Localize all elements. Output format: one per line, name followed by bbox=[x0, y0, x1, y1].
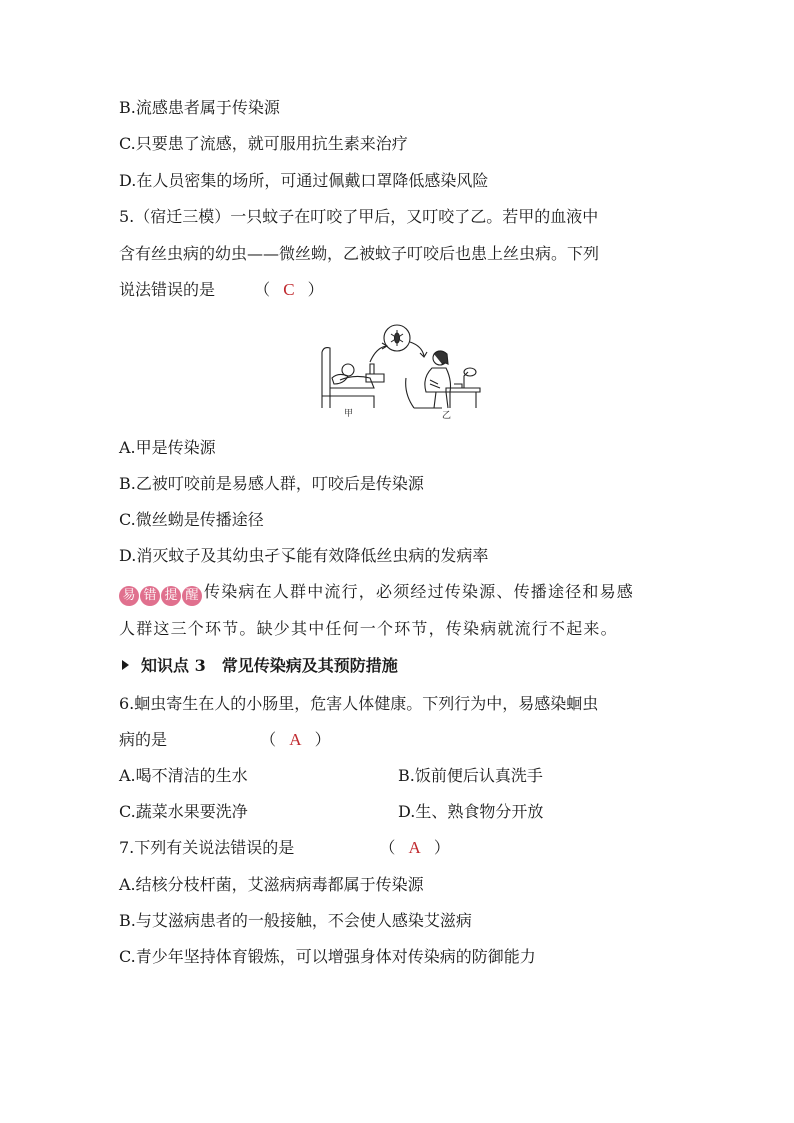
q7-option-b: B.与艾滋病患者的一般接触，不会使人感染艾滋病 bbox=[119, 911, 472, 930]
q5-paren-open: （ bbox=[254, 280, 271, 299]
q6-paren-close: ） bbox=[314, 730, 331, 749]
error-tip-text-2: 人群这三个环节。缺少其中任何一个环节，传染病就流行不起来。 bbox=[119, 619, 618, 638]
triangle-marker-icon bbox=[122, 660, 129, 670]
q7-paren-close: ） bbox=[433, 838, 450, 857]
q5-stem-line-1: 5.（宿迁三模）一只蚊子在叮咬了甲后，又叮咬了乙。若甲的血液中 bbox=[119, 207, 599, 226]
q7-option-a: A.结核分枝杆菌，艾滋病病毒都属于传染源 bbox=[119, 875, 424, 894]
q6-paren-open: （ bbox=[260, 730, 277, 749]
q7-stem-line-1 bbox=[119, 838, 450, 858]
q5-stem-text: 说法错误的是 bbox=[119, 280, 216, 299]
q5-option-b: B.乙被叮咬前是易感人群，叮咬后是传染源 bbox=[119, 474, 424, 493]
q6-option-d: D.生、熟食物分开放 bbox=[398, 802, 544, 821]
q4-option-c: C.只要患了流感，就可服用抗生素来治疗 bbox=[119, 134, 408, 153]
q6-stem-line-2 bbox=[119, 730, 331, 750]
section-heading bbox=[122, 656, 398, 676]
q7-stem-text: 7.下列有关说法错误的是 bbox=[119, 838, 295, 857]
q6-options-row-2 bbox=[119, 802, 679, 822]
tip-badge-char: 提 bbox=[161, 586, 181, 606]
q4-option-b: B.流感患者属于传染源 bbox=[119, 98, 280, 117]
tip-badge-char: 易 bbox=[119, 586, 139, 606]
q6-answer: A bbox=[289, 730, 302, 749]
q7-paren-open: （ bbox=[379, 838, 396, 857]
figure-label-left: 甲 bbox=[344, 409, 354, 419]
q5-stem-line-3 bbox=[119, 280, 324, 300]
q5-paren-close: ） bbox=[307, 280, 324, 299]
error-tip-text-1: 传染病在人群中流行，必须经过传染源、传播途径和易感 bbox=[204, 582, 635, 601]
q5-stem-line-2: 含有丝虫病的幼虫——微丝蚴，乙被蚊子叮咬后也患上丝虫病。下列 bbox=[119, 244, 600, 263]
q5-answer: C bbox=[283, 280, 295, 299]
section-heading-text: 知识点 3 常见传染病及其预防措施 bbox=[141, 656, 398, 675]
q6-options-row-1 bbox=[119, 766, 679, 786]
tip-badge-char: 醒 bbox=[182, 586, 202, 606]
q6-stem-text: 病的是 bbox=[119, 730, 168, 749]
q7-answer: A bbox=[408, 838, 421, 857]
mosquito-infection-figure bbox=[318, 318, 483, 421]
tip-badge-char: 错 bbox=[140, 586, 160, 606]
q5-option-c: C.微丝蚴是传播途径 bbox=[119, 510, 264, 529]
q6-stem-line-1: 6.蛔虫寄生在人的小肠里，危害人体健康。下列行为中，易感染蛔虫 bbox=[119, 694, 599, 713]
error-tip-badge bbox=[119, 586, 202, 606]
q6-option-c: C.蔬菜水果要洗净 bbox=[119, 802, 248, 821]
q6-option-b: B.饭前便后认真洗手 bbox=[398, 766, 543, 785]
q4-option-d: D.在人员密集的场所，可通过佩戴口罩降低感染风险 bbox=[119, 171, 489, 190]
q5-option-d: D.消灭蚊子及其幼虫孑孓能有效降低丝虫病的发病率 bbox=[119, 546, 489, 565]
q7-option-c: C.青少年坚持体育锻炼，可以增强身体对传染病的防御能力 bbox=[119, 947, 536, 966]
figure-label-right: 乙 bbox=[442, 411, 452, 421]
q5-option-a: A.甲是传染源 bbox=[119, 438, 216, 457]
error-tip-line-1 bbox=[119, 582, 634, 606]
q6-option-a: A.喝不清洁的生水 bbox=[119, 766, 248, 785]
